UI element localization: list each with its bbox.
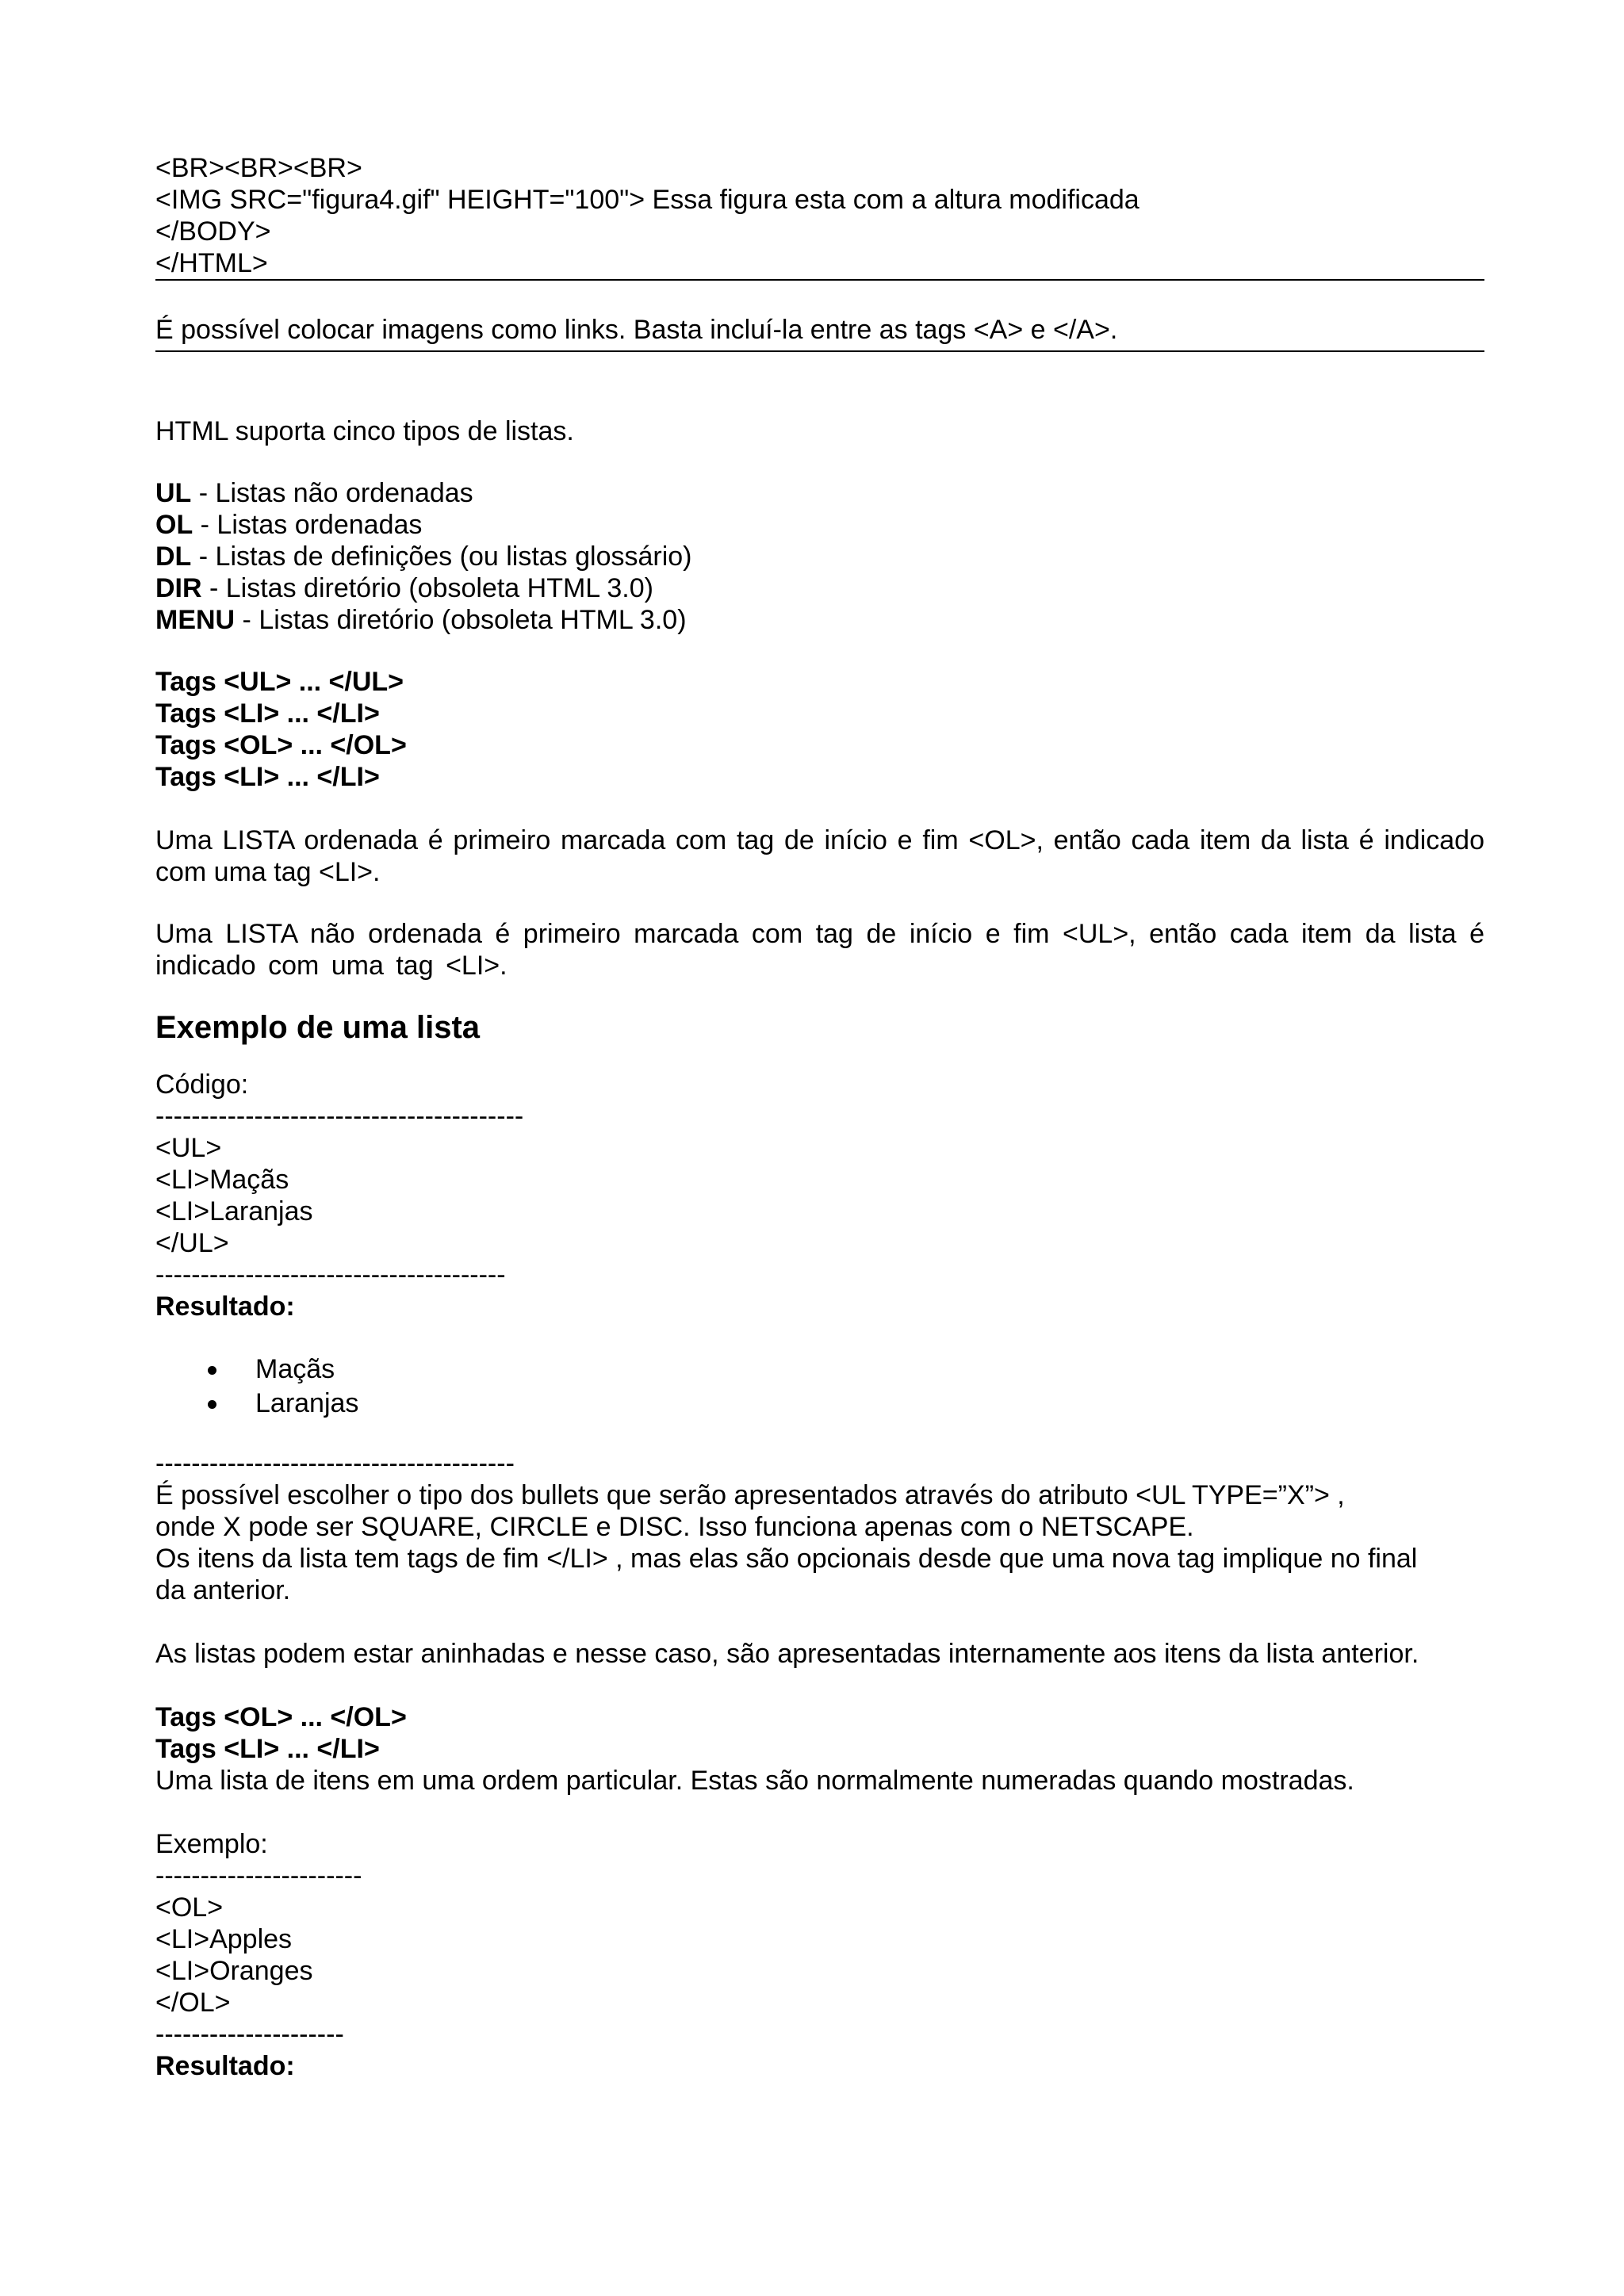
bullet-icon	[208, 1366, 216, 1375]
list-item-label: Maçãs	[255, 1354, 335, 1384]
list-type-desc: - Listas diretório (obsoleta HTML 3.0)	[235, 605, 687, 635]
code-line: <OL>	[155, 1892, 224, 1923]
code-line: </UL>	[155, 1228, 229, 1258]
document-page	[155, 152, 1484, 2082]
tags-line: Tags <LI> ... </LI>	[155, 762, 380, 792]
section-heading: Exemplo de uma lista	[155, 1010, 481, 1045]
code-line: <LI>Apples	[155, 1924, 293, 1954]
paragraph-ordered-desc: Uma lista de itens em uma ordem particular. Estas são normalmente numeradas quando mostradas.	[155, 1766, 1354, 1796]
note-links: É possível colocar imagens como links. Basta incluí-la entre as tags <A> e </A>.	[155, 315, 1118, 345]
text-line: Os itens da lista tem tags de fim </LI> , mas elas são opcionais desde que uma nova tag implique no final	[155, 1544, 1418, 1574]
list-type-item	[155, 509, 1484, 541]
code-block-top	[155, 152, 1484, 279]
code-label: Código:	[155, 1070, 249, 1100]
tags-block-2	[155, 1701, 1484, 1765]
list-type-term: OL	[155, 510, 193, 540]
list-item	[155, 1353, 1484, 1387]
list-type-desc: - Listas ordenadas	[193, 510, 423, 540]
tags-block-1	[155, 666, 1484, 793]
tags-line: Tags <UL> ... </UL>	[155, 667, 404, 697]
tags-line: Tags <OL> ... </OL>	[155, 730, 407, 760]
paragraph-ordered: Uma LISTA ordenada é primeiro marcada com tag de início e fim <OL>, então cada item da lista é indicado com uma tag <LI>.	[155, 825, 1484, 887]
list-type-desc: - Listas diretório (obsoleta HTML 3.0)	[201, 573, 653, 603]
code-line: <UL>	[155, 1133, 222, 1163]
dash-separator: -----------------------	[155, 1861, 362, 1891]
dash-separator: ---------------------	[155, 2019, 344, 2049]
list-type-item	[155, 477, 1484, 509]
paragraph-nested: As listas podem estar aninhadas e nesse caso, são apresentadas internamente aos itens da lista anterior.	[155, 1639, 1419, 1669]
code-line: </OL>	[155, 1988, 231, 2018]
code-line: <LI>Laranjas	[155, 1196, 313, 1226]
list-type-item	[155, 541, 1484, 572]
paragraph-unordered: Uma LISTA não ordenada é primeiro marcada com tag de início e fim <UL>, então cada item da lista é indicado com uma tag <LI>.	[155, 919, 1484, 981]
list-type-desc: - Listas não ordenadas	[191, 478, 473, 508]
dash-separator: ---------------------------------------	[155, 1260, 506, 1290]
list-type-desc: - Listas de definições (ou listas glossário)	[191, 541, 692, 572]
code-line: </HTML>	[155, 248, 268, 278]
code-block-ol	[155, 1892, 1484, 2019]
tags-line: Tags <LI> ... </LI>	[155, 1734, 380, 1764]
list-type-term: DIR	[155, 573, 202, 603]
tags-line: Tags <OL> ... </OL>	[155, 1702, 407, 1732]
tags-line: Tags <LI> ... </LI>	[155, 698, 380, 729]
intro-paragraph: HTML suporta cinco tipos de listas.	[155, 416, 574, 446]
code-line: <BR><BR><BR>	[155, 153, 362, 183]
code-line: <IMG SRC="figura4.gif" HEIGHT="100"> Essa figura esta com a altura modificada	[155, 185, 1139, 215]
result-label: Resultado:	[155, 1292, 295, 1322]
paragraph-bullets	[155, 1479, 1484, 1606]
text-line: onde X pode ser SQUARE, CIRCLE e DISC. Isso funciona apenas com o NETSCAPE.	[155, 1512, 1194, 1542]
code-line: </BODY>	[155, 216, 271, 247]
text-line: da anterior.	[155, 1575, 291, 1605]
list-type-term: MENU	[155, 605, 236, 635]
list-type-term: DL	[155, 541, 192, 572]
text-line: É possível escolher o tipo dos bullets que serão apresentados através do atributo <UL TYPE=”X”> ,	[155, 1480, 1345, 1510]
list-item	[155, 1387, 1484, 1421]
code-line: <LI>Oranges	[155, 1956, 313, 1986]
list-type-item	[155, 572, 1484, 604]
list-item-label: Laranjas	[255, 1388, 359, 1418]
list-type-term: UL	[155, 478, 192, 508]
dash-separator: ----------------------------------------	[155, 1448, 515, 1479]
list-type-item	[155, 604, 1484, 636]
result-label: Resultado:	[155, 2051, 295, 2081]
bullet-icon	[208, 1400, 216, 1409]
result-bullet-list	[155, 1353, 1484, 1421]
code-block-ul	[155, 1132, 1484, 1259]
list-types	[155, 477, 1484, 636]
example-label: Exemplo:	[155, 1829, 268, 1859]
dash-separator: -----------------------------------------	[155, 1101, 524, 1131]
code-line: <LI>Maçãs	[155, 1165, 289, 1195]
